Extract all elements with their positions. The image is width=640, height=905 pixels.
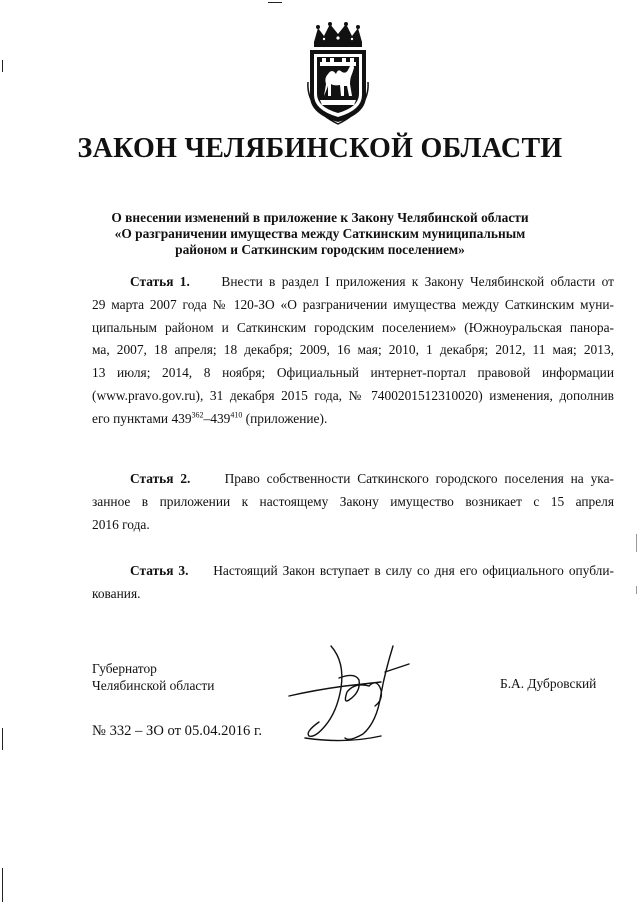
scan-edge-mark: [2, 60, 3, 72]
superscript: 410: [230, 410, 243, 420]
article-1-text: Внести в раздел I приложения к Закону Челябинской области от: [221, 274, 614, 289]
article-3-first-line: [92, 560, 614, 583]
law-subject: [100, 210, 540, 258]
article-1-line: ма, 2007, 18 апреля; 18 декабря; 2009, 16 мая; 2010, 1 декабря; 2012, 11 мая; 2013,: [92, 342, 614, 358]
article-1-line: ципальным районом и Саткинским городским поселением» (Южноуральская панора-: [92, 319, 614, 335]
subject-line: «О разграничении имущества между Саткинским муниципальным: [114, 226, 526, 241]
governor-position: [92, 660, 214, 694]
scan-edge-mark: [2, 728, 3, 750]
article-1-line: (www.pravo.gov.ru), 31 декабря 2015 года, № 7400201512310020) изменения, дополнив: [92, 387, 614, 403]
article-1-text: (приложение).: [242, 410, 328, 426]
subject-line: районом и Саткинским городским поселением»: [175, 242, 465, 257]
scan-edge-mark: [268, 2, 282, 3]
scan-edge-mark: [2, 868, 3, 902]
article-1-text: его пунктами 439: [92, 410, 192, 426]
article-1-line: 13 июля; 2014, 8 ноября; Официальный интернет-портал правовой информации: [92, 365, 614, 381]
article-3: [92, 560, 614, 606]
scan-edge-mark: [636, 586, 637, 594]
scan-edge-mark: [636, 534, 637, 552]
position-line: Челябинской области: [92, 678, 215, 693]
article-3-line: кования.: [92, 585, 141, 601]
subject-line: О внесении изменений в приложение к Закону Челябинской области: [111, 210, 529, 225]
superscript: 362: [191, 410, 204, 420]
article-2-label: Статья 2.: [130, 471, 191, 486]
handwritten-signature-icon: [285, 642, 415, 744]
article-1-last-line: [92, 408, 614, 431]
governor-name: Б.А. Дубровский: [500, 676, 597, 691]
article-1: [92, 271, 614, 431]
article-2: [92, 468, 614, 536]
article-1-line: 29 марта 2007 года № 120-ЗО «О разграничении имущества между Саткинским муни-: [92, 296, 614, 312]
article-2-first-line: [92, 468, 614, 491]
article-3-label: Статья 3.: [130, 563, 189, 578]
coat-of-arms-icon: [304, 22, 372, 126]
article-2-line: занное в приложении к настоящему Закону имущество возникает с 15 апреля: [92, 493, 614, 509]
article-2-line: 2016 года.: [92, 516, 150, 532]
article-1-text: –439: [203, 410, 231, 426]
article-2-text: Право собственности Саткинского городского поселения на ука-: [224, 471, 614, 486]
law-title: ЗАКОН ЧЕЛЯБИНСКОЙ ОБЛАСТИ: [77, 133, 563, 164]
position-line: Губернатор: [92, 661, 157, 676]
law-number-date: № 332 – ЗО от 05.04.2016 г.: [92, 723, 262, 739]
article-1-first-line: [92, 271, 614, 294]
article-1-label: Статья 1.: [130, 274, 190, 289]
article-3-text: Настоящий Закон вступает в силу со дня его официального опубли-: [213, 563, 614, 578]
